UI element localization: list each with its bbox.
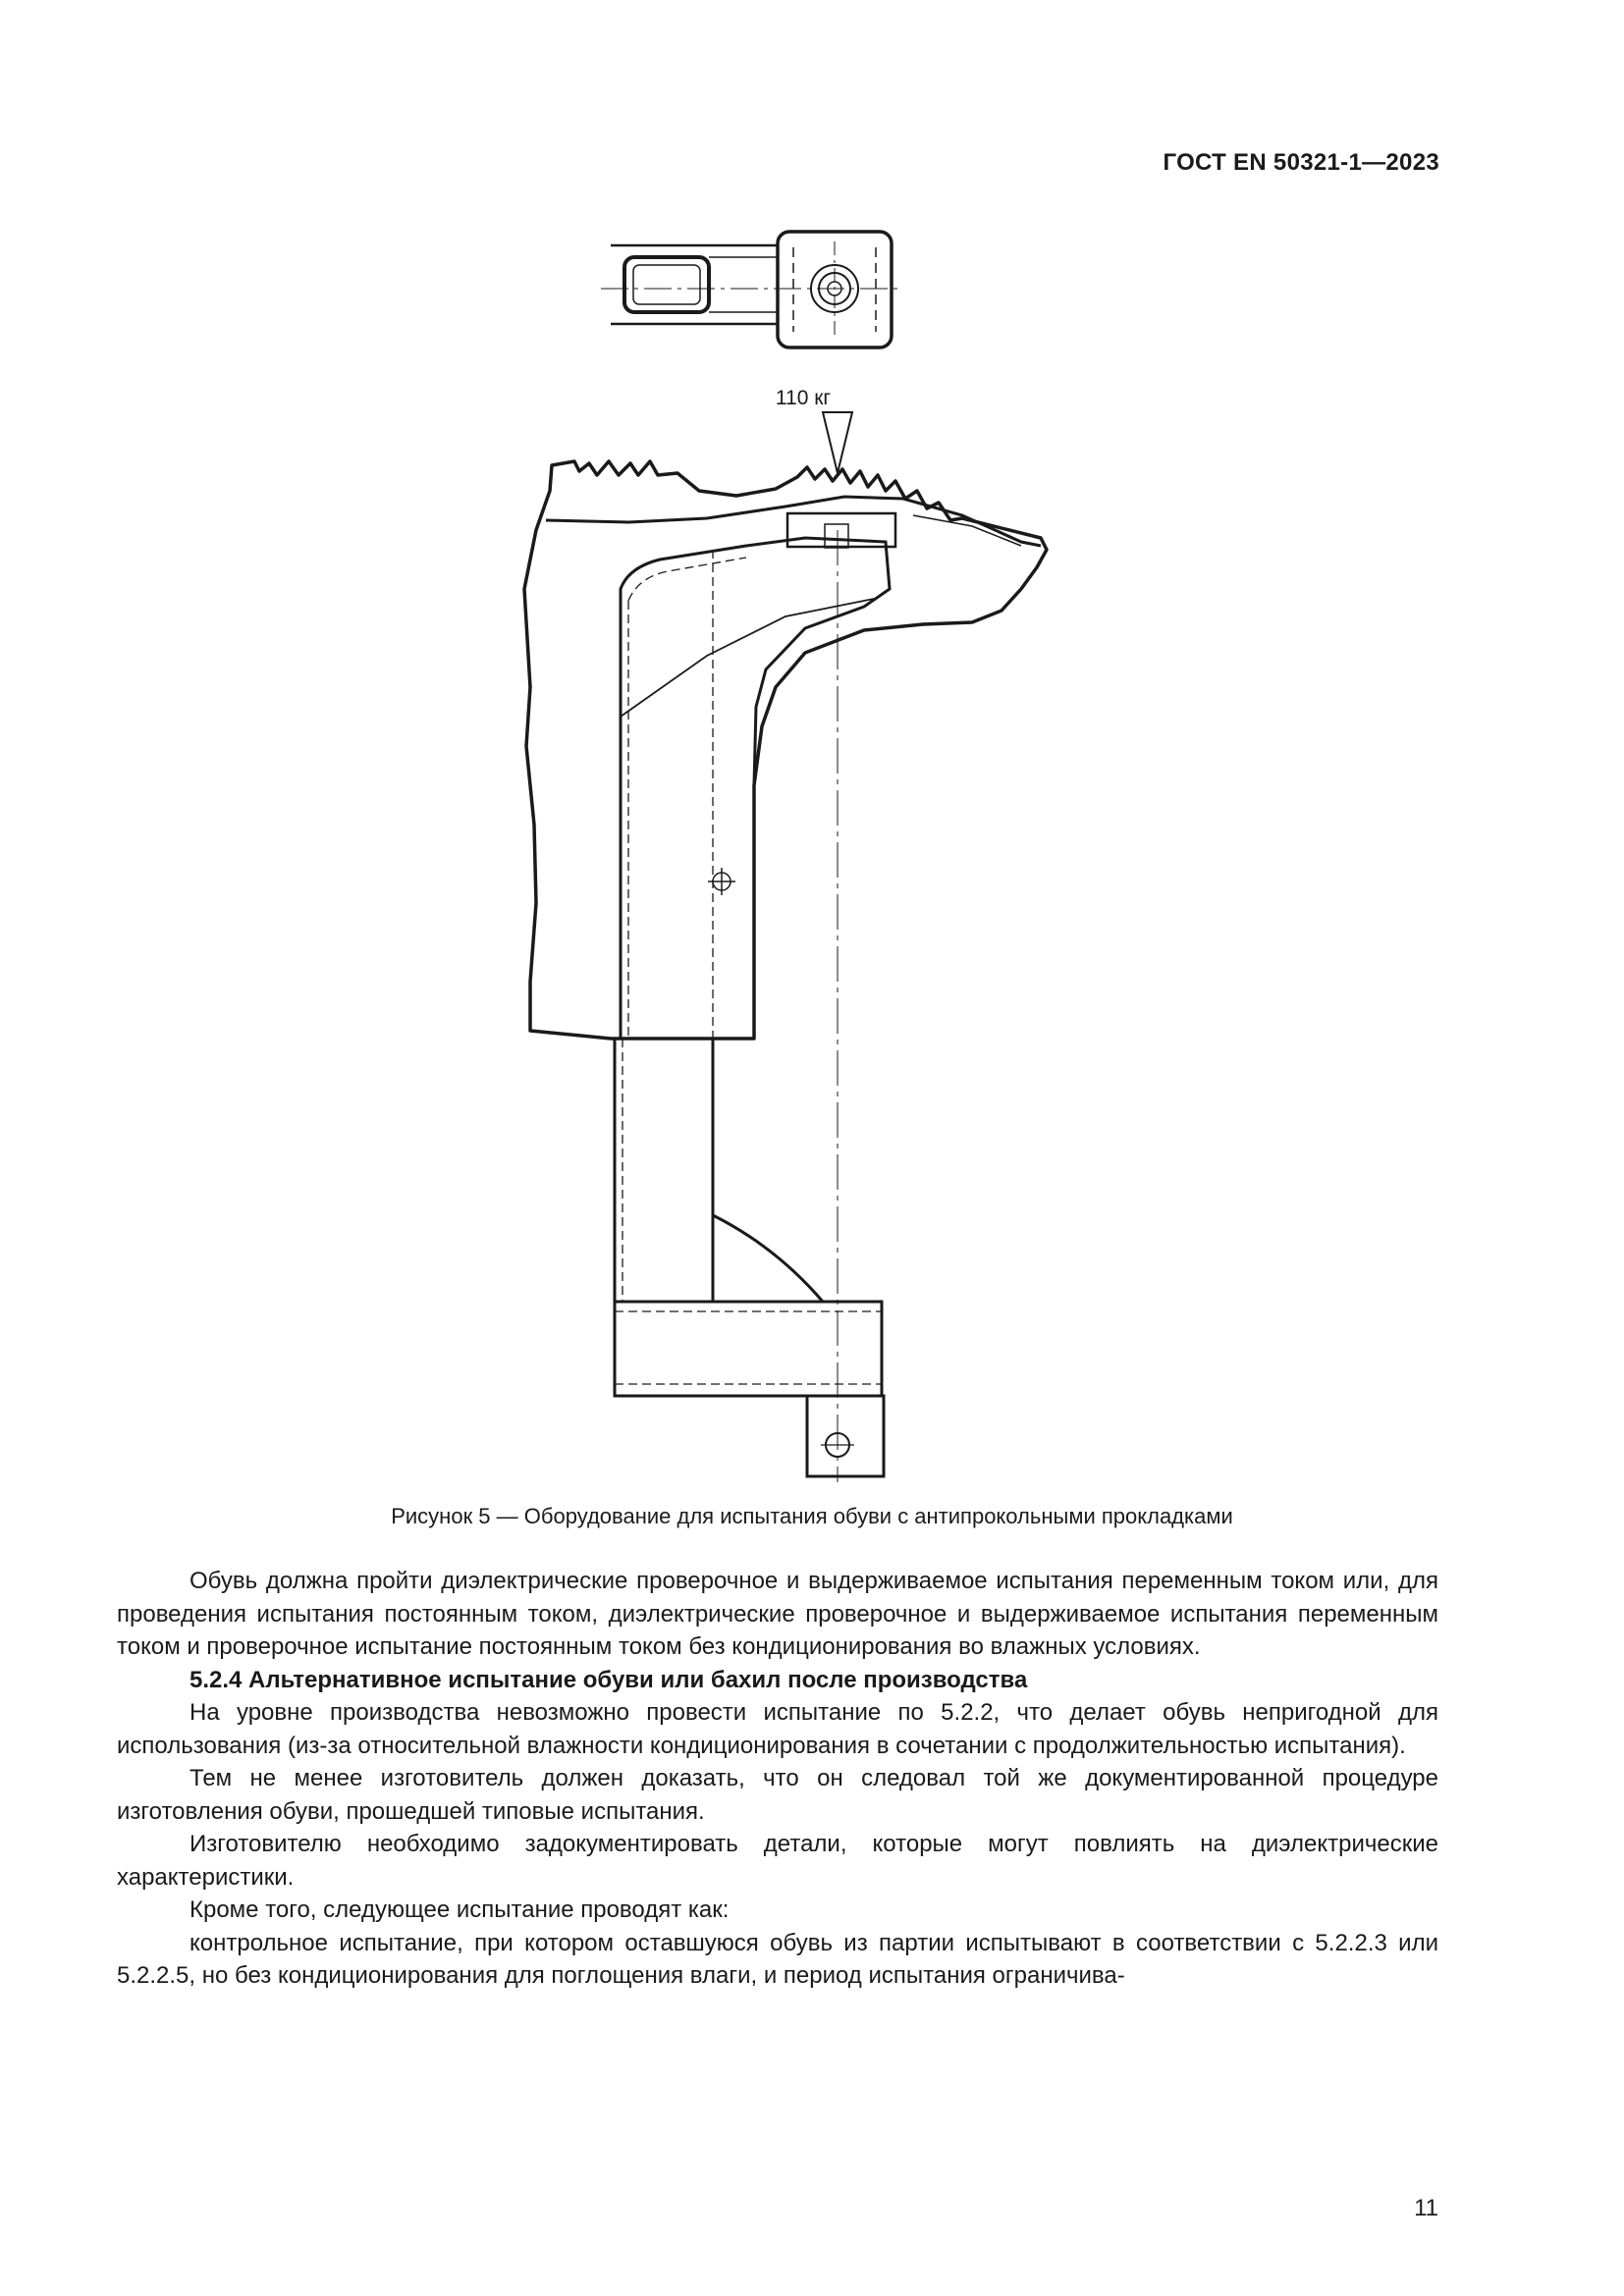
section-heading: 5.2.4 Альтернативное испытание обуви или бахил после производства <box>189 1666 1028 1693</box>
paragraph: Изготовителю необходимо задокументировать детали, которые могут повлиять на диэлектрические характеристики. <box>117 1831 1438 1891</box>
paragraph: Тем не менее изготовитель должен доказать, что он следовал той же документированной процедуре изготовления обуви, прошедшей типовые испытания. <box>117 1765 1438 1825</box>
figure-5 <box>511 224 1060 1490</box>
shoe-test-apparatus-drawing <box>511 224 1060 1490</box>
body-text <box>117 1565 1438 1993</box>
gusset <box>713 1215 823 1302</box>
load-label: 110 кг <box>775 387 832 409</box>
paragraph: контрольное испытание, при котором оставшуюся обувь из партии испытывают в соответствии с 5.2.2.3 или 5.2.2.5, но без кондиционирования для поглощения влаги, и период испытания ограничива- <box>117 1929 1438 1989</box>
document-header: ГОСТ EN 50321-1—2023 <box>1163 149 1439 176</box>
boot-outline <box>524 461 1047 1039</box>
page-number: 11 <box>1414 2195 1438 2221</box>
load-arrow <box>823 412 852 473</box>
shoe-last <box>621 538 890 1039</box>
top-view <box>601 232 903 347</box>
paragraph: На уровне производства невозможно провести испытание по 5.2.2, что делает обувь непригодной для использования (из-за относительной влажности кондиционирования в сочетании с продолжительностью испытания). <box>117 1699 1438 1759</box>
pivot-mark <box>708 868 735 895</box>
paragraph: Обувь должна пройти диэлектрические проверочное и выдерживаемое испытания переменным током или, для проведения испытания постоянным током, диэлектрические проверочное и выдерживаемое испытания переменным током и проверочное испытание постоянным током без кондиционирования во влажных условиях. <box>117 1568 1438 1660</box>
base-block <box>615 1302 882 1396</box>
paragraph: Кроме того, следующее испытание проводят как: <box>189 1896 730 1923</box>
figure-caption: Рисунок 5 — Оборудование для испытания обуви с антипрокольными прокладками <box>391 1504 1233 1528</box>
